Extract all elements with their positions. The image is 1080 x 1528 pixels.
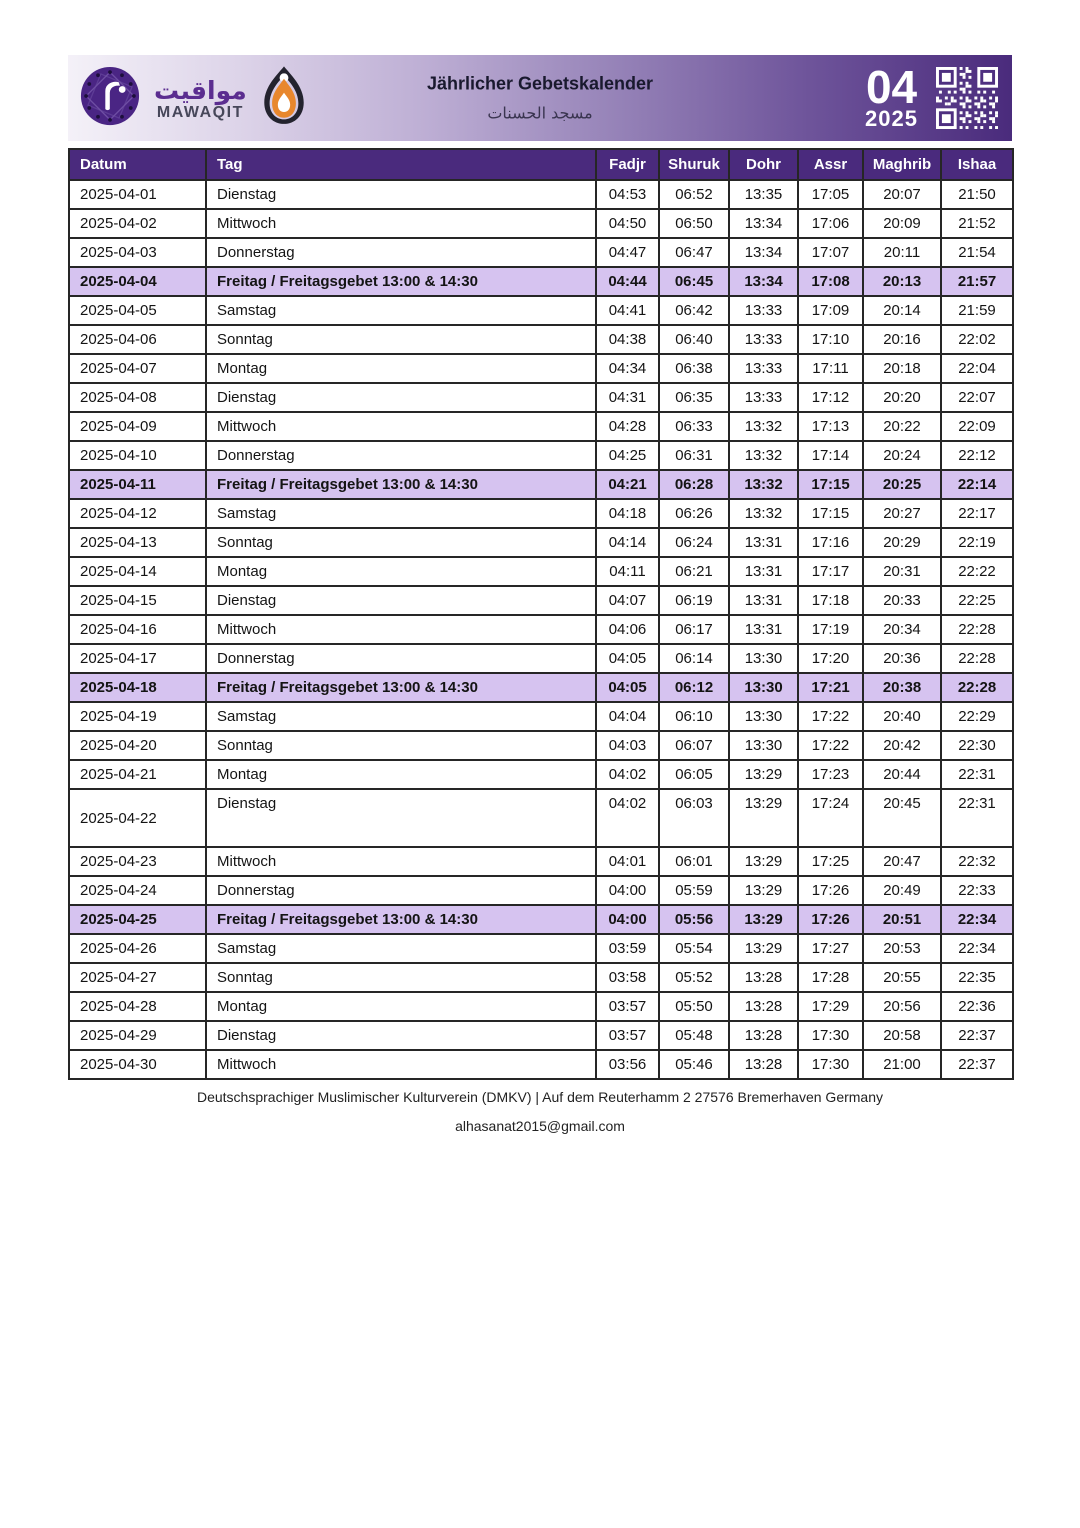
time-cell: 04:01	[596, 847, 659, 876]
time-cell: 04:05	[596, 644, 659, 673]
table-row	[69, 209, 1013, 238]
table-row	[69, 325, 1013, 354]
time-cell: 17:09	[798, 296, 863, 325]
mawaqit-arabic-text: مواقيت	[154, 75, 247, 105]
date-cell: 2025-04-30	[69, 1050, 206, 1079]
time-cell: 17:13	[798, 412, 863, 441]
time-cell: 05:50	[659, 992, 729, 1021]
time-cell: 20:51	[863, 905, 941, 934]
time-cell: 13:32	[729, 412, 798, 441]
table-row	[69, 702, 1013, 731]
time-cell: 17:16	[798, 528, 863, 557]
time-cell: 05:54	[659, 934, 729, 963]
prayer-times-table	[68, 148, 1014, 1080]
day-cell: Sonntag	[206, 731, 596, 760]
day-cell: Montag	[206, 354, 596, 383]
date-cell: 2025-04-22	[69, 789, 206, 847]
time-cell: 17:17	[798, 557, 863, 586]
day-cell: Donnerstag	[206, 441, 596, 470]
table-row	[69, 760, 1013, 789]
day-cell: Mittwoch	[206, 1050, 596, 1079]
date-cell: 2025-04-28	[69, 992, 206, 1021]
day-cell: Montag	[206, 760, 596, 789]
date-cell: 2025-04-19	[69, 702, 206, 731]
day-cell: Montag	[206, 557, 596, 586]
date-cell: 2025-04-23	[69, 847, 206, 876]
table-row	[69, 847, 1013, 876]
time-cell: 22:33	[941, 876, 1013, 905]
time-cell: 13:30	[729, 673, 798, 702]
time-cell: 13:32	[729, 441, 798, 470]
time-cell: 20:13	[863, 267, 941, 296]
time-cell: 20:56	[863, 992, 941, 1021]
time-cell: 06:35	[659, 383, 729, 412]
time-cell: 22:28	[941, 615, 1013, 644]
time-cell: 03:59	[596, 934, 659, 963]
date-cell: 2025-04-11	[69, 470, 206, 499]
time-cell: 05:52	[659, 963, 729, 992]
time-cell: 06:12	[659, 673, 729, 702]
time-cell: 20:36	[863, 644, 941, 673]
time-cell: 03:56	[596, 1050, 659, 1079]
time-cell: 06:10	[659, 702, 729, 731]
time-cell: 21:54	[941, 238, 1013, 267]
mosque-logo-icon	[261, 65, 307, 132]
time-cell: 04:05	[596, 673, 659, 702]
table-row	[69, 354, 1013, 383]
time-cell: 20:22	[863, 412, 941, 441]
column-header: Fadjr	[596, 149, 659, 180]
qr-code	[936, 67, 998, 129]
time-cell: 22:28	[941, 673, 1013, 702]
time-cell: 17:25	[798, 847, 863, 876]
time-cell: 22:37	[941, 1050, 1013, 1079]
time-cell: 06:50	[659, 209, 729, 238]
day-cell: Samstag	[206, 702, 596, 731]
page-title: Jährlicher Gebetskalender	[426, 73, 654, 94]
time-cell: 13:30	[729, 644, 798, 673]
time-cell: 05:46	[659, 1050, 729, 1079]
table-row	[69, 644, 1013, 673]
time-cell: 17:19	[798, 615, 863, 644]
day-cell: Freitag / Freitagsgebet 13:00 & 14:30	[206, 470, 596, 499]
time-cell: 05:48	[659, 1021, 729, 1050]
time-cell: 20:47	[863, 847, 941, 876]
time-cell: 17:10	[798, 325, 863, 354]
time-cell: 04:02	[596, 789, 659, 847]
time-cell: 04:44	[596, 267, 659, 296]
month-year-block	[865, 60, 918, 132]
time-cell: 05:59	[659, 876, 729, 905]
time-cell: 17:24	[798, 789, 863, 847]
time-cell: 17:22	[798, 702, 863, 731]
date-cell: 2025-04-17	[69, 644, 206, 673]
header-band	[68, 55, 1012, 141]
time-cell: 03:57	[596, 992, 659, 1021]
column-header: Maghrib	[863, 149, 941, 180]
time-cell: 06:14	[659, 644, 729, 673]
time-cell: 04:50	[596, 209, 659, 238]
time-cell: 22:29	[941, 702, 1013, 731]
time-cell: 04:03	[596, 731, 659, 760]
time-cell: 04:31	[596, 383, 659, 412]
day-cell: Donnerstag	[206, 876, 596, 905]
time-cell: 21:57	[941, 267, 1013, 296]
time-cell: 21:00	[863, 1050, 941, 1079]
time-cell: 04:04	[596, 702, 659, 731]
time-cell: 04:25	[596, 441, 659, 470]
table-row	[69, 499, 1013, 528]
time-cell: 20:14	[863, 296, 941, 325]
column-header: Assr	[798, 149, 863, 180]
date-cell: 2025-04-16	[69, 615, 206, 644]
time-cell: 13:34	[729, 209, 798, 238]
time-cell: 06:33	[659, 412, 729, 441]
date-cell: 2025-04-14	[69, 557, 206, 586]
time-cell: 13:31	[729, 557, 798, 586]
date-cell: 2025-04-20	[69, 731, 206, 760]
time-cell: 04:41	[596, 296, 659, 325]
table-row	[69, 180, 1013, 209]
time-cell: 06:38	[659, 354, 729, 383]
time-cell: 06:47	[659, 238, 729, 267]
time-cell: 22:12	[941, 441, 1013, 470]
mawaqit-logo-icon	[80, 66, 140, 131]
date-cell: 2025-04-24	[69, 876, 206, 905]
time-cell: 17:30	[798, 1021, 863, 1050]
mawaqit-wordmark	[154, 75, 247, 121]
date-cell: 2025-04-02	[69, 209, 206, 238]
table-row	[69, 441, 1013, 470]
time-cell: 04:21	[596, 470, 659, 499]
date-cell: 2025-04-18	[69, 673, 206, 702]
day-cell: Sonntag	[206, 325, 596, 354]
time-cell: 06:52	[659, 180, 729, 209]
time-cell: 06:07	[659, 731, 729, 760]
time-cell: 20:09	[863, 209, 941, 238]
time-cell: 06:21	[659, 557, 729, 586]
date-cell: 2025-04-08	[69, 383, 206, 412]
time-cell: 22:28	[941, 644, 1013, 673]
time-cell: 13:29	[729, 789, 798, 847]
time-cell: 22:02	[941, 325, 1013, 354]
day-cell: Mittwoch	[206, 615, 596, 644]
time-cell: 03:58	[596, 963, 659, 992]
time-cell: 13:31	[729, 528, 798, 557]
time-cell: 22:17	[941, 499, 1013, 528]
time-cell: 13:30	[729, 731, 798, 760]
date-cell: 2025-04-13	[69, 528, 206, 557]
day-cell: Sonntag	[206, 963, 596, 992]
date-cell: 2025-04-10	[69, 441, 206, 470]
time-cell: 06:05	[659, 760, 729, 789]
time-cell: 17:27	[798, 934, 863, 963]
time-cell: 13:35	[729, 180, 798, 209]
time-cell: 17:30	[798, 1050, 863, 1079]
date-cell: 2025-04-05	[69, 296, 206, 325]
time-cell: 13:28	[729, 1021, 798, 1050]
time-cell: 20:44	[863, 760, 941, 789]
table-row	[69, 731, 1013, 760]
time-cell: 13:28	[729, 1050, 798, 1079]
time-cell: 17:07	[798, 238, 863, 267]
time-cell: 13:29	[729, 934, 798, 963]
time-cell: 13:32	[729, 470, 798, 499]
time-cell: 13:34	[729, 238, 798, 267]
time-cell: 17:05	[798, 180, 863, 209]
time-cell: 17:08	[798, 267, 863, 296]
time-cell: 22:32	[941, 847, 1013, 876]
time-cell: 06:26	[659, 499, 729, 528]
date-cell: 2025-04-26	[69, 934, 206, 963]
table-header-row	[69, 149, 1013, 180]
time-cell: 20:07	[863, 180, 941, 209]
table-row	[69, 963, 1013, 992]
time-cell: 04:38	[596, 325, 659, 354]
day-cell: Montag	[206, 992, 596, 1021]
footer	[0, 1089, 1080, 1134]
time-cell: 20:11	[863, 238, 941, 267]
time-cell: 22:34	[941, 934, 1013, 963]
column-header: Tag	[206, 149, 596, 180]
table-row	[69, 470, 1013, 499]
date-cell: 2025-04-12	[69, 499, 206, 528]
date-cell: 2025-04-15	[69, 586, 206, 615]
time-cell: 13:29	[729, 905, 798, 934]
time-cell: 04:34	[596, 354, 659, 383]
table-row	[69, 992, 1013, 1021]
time-cell: 22:25	[941, 586, 1013, 615]
table-row	[69, 789, 1013, 847]
date-cell: 2025-04-07	[69, 354, 206, 383]
time-cell: 06:28	[659, 470, 729, 499]
date-cell: 2025-04-01	[69, 180, 206, 209]
prayer-table-body	[69, 180, 1013, 1079]
time-cell: 17:20	[798, 644, 863, 673]
logo-group	[80, 65, 307, 132]
time-cell: 06:31	[659, 441, 729, 470]
table-row	[69, 1050, 1013, 1079]
time-cell: 04:53	[596, 180, 659, 209]
time-cell: 20:42	[863, 731, 941, 760]
time-cell: 06:19	[659, 586, 729, 615]
table-row	[69, 876, 1013, 905]
table-row	[69, 1021, 1013, 1050]
time-cell: 13:33	[729, 354, 798, 383]
time-cell: 20:16	[863, 325, 941, 354]
time-cell: 04:06	[596, 615, 659, 644]
time-cell: 22:14	[941, 470, 1013, 499]
table-row	[69, 383, 1013, 412]
day-cell: Freitag / Freitagsgebet 13:00 & 14:30	[206, 267, 596, 296]
time-cell: 22:31	[941, 789, 1013, 847]
time-cell: 04:47	[596, 238, 659, 267]
time-cell: 22:31	[941, 760, 1013, 789]
time-cell: 03:57	[596, 1021, 659, 1050]
time-cell: 13:29	[729, 876, 798, 905]
time-cell: 20:45	[863, 789, 941, 847]
time-cell: 13:28	[729, 963, 798, 992]
time-cell: 22:34	[941, 905, 1013, 934]
time-cell: 06:17	[659, 615, 729, 644]
table-row	[69, 673, 1013, 702]
time-cell: 21:50	[941, 180, 1013, 209]
time-cell: 13:29	[729, 760, 798, 789]
time-cell: 17:18	[798, 586, 863, 615]
time-cell: 13:34	[729, 267, 798, 296]
time-cell: 05:56	[659, 905, 729, 934]
day-cell: Donnerstag	[206, 238, 596, 267]
table-row	[69, 934, 1013, 963]
day-cell: Samstag	[206, 499, 596, 528]
time-cell: 13:33	[729, 296, 798, 325]
day-cell: Samstag	[206, 934, 596, 963]
time-cell: 04:28	[596, 412, 659, 441]
time-cell: 22:07	[941, 383, 1013, 412]
time-cell: 13:33	[729, 325, 798, 354]
table-row	[69, 528, 1013, 557]
table-row	[69, 412, 1013, 441]
year-number: 2025	[865, 106, 918, 132]
date-cell: 2025-04-04	[69, 267, 206, 296]
time-cell: 06:40	[659, 325, 729, 354]
day-cell: Donnerstag	[206, 644, 596, 673]
time-cell: 13:29	[729, 847, 798, 876]
time-cell: 20:34	[863, 615, 941, 644]
time-cell: 17:06	[798, 209, 863, 238]
day-cell: Dienstag	[206, 586, 596, 615]
day-cell: Freitag / Freitagsgebet 13:00 & 14:30	[206, 673, 596, 702]
time-cell: 22:37	[941, 1021, 1013, 1050]
day-cell: Sonntag	[206, 528, 596, 557]
time-cell: 13:31	[729, 586, 798, 615]
time-cell: 06:24	[659, 528, 729, 557]
column-header: Ishaa	[941, 149, 1013, 180]
time-cell: 20:58	[863, 1021, 941, 1050]
time-cell: 13:31	[729, 615, 798, 644]
footer-organization-address: Deutschsprachiger Muslimischer Kulturverein (DMKV) | Auf dem Reuterhamm 2 27576 Bremerhaven Germany	[196, 1089, 884, 1105]
time-cell: 17:28	[798, 963, 863, 992]
time-cell: 20:29	[863, 528, 941, 557]
day-cell: Dienstag	[206, 383, 596, 412]
time-cell: 20:24	[863, 441, 941, 470]
time-cell: 04:11	[596, 557, 659, 586]
day-cell: Dienstag	[206, 1021, 596, 1050]
date-cell: 2025-04-29	[69, 1021, 206, 1050]
day-cell: Samstag	[206, 296, 596, 325]
header-right-group	[865, 60, 1000, 132]
time-cell: 20:33	[863, 586, 941, 615]
time-cell: 22:36	[941, 992, 1013, 1021]
time-cell: 17:14	[798, 441, 863, 470]
time-cell: 20:38	[863, 673, 941, 702]
time-cell: 20:40	[863, 702, 941, 731]
mawaqit-latin-text: MAWAQIT	[156, 103, 244, 121]
table-row	[69, 905, 1013, 934]
date-cell: 2025-04-09	[69, 412, 206, 441]
time-cell: 13:30	[729, 702, 798, 731]
day-cell: Mittwoch	[206, 209, 596, 238]
time-cell: 22:04	[941, 354, 1013, 383]
time-cell: 22:09	[941, 412, 1013, 441]
table-row	[69, 615, 1013, 644]
date-cell: 2025-04-21	[69, 760, 206, 789]
time-cell: 17:15	[798, 470, 863, 499]
day-cell: Dienstag	[206, 180, 596, 209]
time-cell: 06:01	[659, 847, 729, 876]
time-cell: 17:29	[798, 992, 863, 1021]
table-row	[69, 296, 1013, 325]
footer-email: alhasanat2015@gmail.com	[455, 1118, 625, 1134]
time-cell: 17:15	[798, 499, 863, 528]
time-cell: 17:26	[798, 905, 863, 934]
day-cell: Mittwoch	[206, 412, 596, 441]
table-row	[69, 267, 1013, 296]
time-cell: 20:25	[863, 470, 941, 499]
time-cell: 13:33	[729, 383, 798, 412]
time-cell: 13:32	[729, 499, 798, 528]
time-cell: 20:55	[863, 963, 941, 992]
time-cell: 20:18	[863, 354, 941, 383]
time-cell: 22:30	[941, 731, 1013, 760]
time-cell: 22:35	[941, 963, 1013, 992]
time-cell: 20:20	[863, 383, 941, 412]
time-cell: 04:14	[596, 528, 659, 557]
column-header: Dohr	[729, 149, 798, 180]
day-cell: Mittwoch	[206, 847, 596, 876]
time-cell: 13:28	[729, 992, 798, 1021]
time-cell: 17:22	[798, 731, 863, 760]
time-cell: 04:02	[596, 760, 659, 789]
table-row	[69, 238, 1013, 267]
title-block	[310, 74, 770, 123]
month-number: 04	[865, 60, 918, 113]
time-cell: 06:45	[659, 267, 729, 296]
time-cell: 22:19	[941, 528, 1013, 557]
day-cell: Freitag / Freitagsgebet 13:00 & 14:30	[206, 905, 596, 934]
time-cell: 17:12	[798, 383, 863, 412]
time-cell: 20:31	[863, 557, 941, 586]
time-cell: 17:26	[798, 876, 863, 905]
day-cell: Dienstag	[206, 789, 596, 847]
time-cell: 21:52	[941, 209, 1013, 238]
date-cell: 2025-04-06	[69, 325, 206, 354]
date-cell: 2025-04-27	[69, 963, 206, 992]
time-cell: 04:00	[596, 876, 659, 905]
column-header: Datum	[69, 149, 206, 180]
time-cell: 06:03	[659, 789, 729, 847]
time-cell: 20:49	[863, 876, 941, 905]
time-cell: 17:11	[798, 354, 863, 383]
table-row	[69, 557, 1013, 586]
time-cell: 17:21	[798, 673, 863, 702]
time-cell: 04:00	[596, 905, 659, 934]
time-cell: 04:07	[596, 586, 659, 615]
time-cell: 04:18	[596, 499, 659, 528]
column-header: Shuruk	[659, 149, 729, 180]
time-cell: 22:22	[941, 557, 1013, 586]
table-row	[69, 586, 1013, 615]
time-cell: 20:27	[863, 499, 941, 528]
time-cell: 20:53	[863, 934, 941, 963]
time-cell: 17:23	[798, 760, 863, 789]
date-cell: 2025-04-03	[69, 238, 206, 267]
time-cell: 06:42	[659, 296, 729, 325]
mosque-name-arabic: مسجد الحسنات	[487, 103, 593, 123]
time-cell: 21:59	[941, 296, 1013, 325]
date-cell: 2025-04-25	[69, 905, 206, 934]
